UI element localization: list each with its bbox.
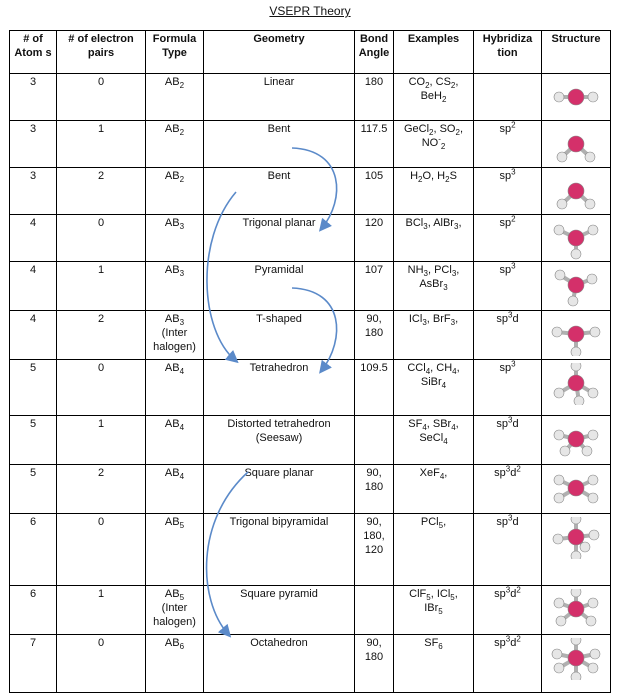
cell-atom-count: 3 xyxy=(10,121,57,168)
cell-atom-count: 3 xyxy=(10,168,57,215)
cell-atom-count: 4 xyxy=(10,215,57,262)
cell-hybridization: $sp^3d^2$ xyxy=(474,586,542,635)
cell-structure xyxy=(542,74,611,121)
cell-geometry: T-shaped xyxy=(204,311,355,360)
header-examples: Examples xyxy=(394,31,474,74)
octahedral-molecule-image xyxy=(545,638,607,680)
cell-hybridization: $sp^3d$ xyxy=(474,514,542,586)
table-row xyxy=(10,586,611,635)
cell-hybridization: $sp^3d$ xyxy=(474,416,542,465)
header-geometry: Geometry xyxy=(204,31,355,74)
bent-molecule-image xyxy=(545,124,607,166)
cell-formula-type: $AB_2$ xyxy=(146,121,204,168)
cell-formula-type: $AB_4$ xyxy=(146,360,204,416)
page-title: VSEPR Theory xyxy=(269,4,351,18)
cell-atom-count: 5 xyxy=(10,465,57,514)
table-row xyxy=(10,514,611,586)
cell-geometry: Octahedron xyxy=(204,635,355,693)
header-bond-angle: Bond Angle xyxy=(355,31,394,74)
cell-bond-angle xyxy=(355,586,394,635)
cell-examples: ClF$_5$, ICl$_5$, IBr$_5$ xyxy=(394,586,474,635)
cell-atom-count: 5 xyxy=(10,360,57,416)
cell-examples: $SF_6$ xyxy=(394,635,474,693)
table-row xyxy=(10,311,611,360)
trigonal-planar-molecule-image xyxy=(545,218,607,260)
header-row xyxy=(10,31,611,74)
cell-geometry: Linear xyxy=(204,74,355,121)
cell-hybridization: $sp^3d^2$ xyxy=(474,465,542,514)
cell-examples: PCl$_5$, xyxy=(394,514,474,586)
cell-structure xyxy=(542,311,611,360)
table-row xyxy=(10,121,611,168)
cell-examples: XeF$_4$, xyxy=(394,465,474,514)
cell-geometry: Distorted tetrahedron (Seesaw) xyxy=(204,416,355,465)
vsepr-table xyxy=(9,30,611,693)
seesaw-molecule-image xyxy=(545,419,607,461)
header-atoms: # of Atom s xyxy=(10,31,57,74)
cell-atom-count: 3 xyxy=(10,74,57,121)
table-row xyxy=(10,74,611,121)
cell-formula-type: $AB_6$ xyxy=(146,635,204,693)
cell-electron-pairs: 0 xyxy=(57,215,146,262)
cell-hybridization: $sp^2$ xyxy=(474,121,542,168)
cell-hybridization: $sp^3$ xyxy=(474,262,542,311)
cell-electron-pairs: 2 xyxy=(57,465,146,514)
cell-formula-type: $AB_2$ xyxy=(146,74,204,121)
cell-bond-angle: 120 xyxy=(355,215,394,262)
cell-atom-count: 4 xyxy=(10,311,57,360)
cell-bond-angle: 90, 180 xyxy=(355,635,394,693)
cell-electron-pairs: 0 xyxy=(57,360,146,416)
cell-structure xyxy=(542,635,611,693)
header-hybridization: Hybridiza tion xyxy=(474,31,542,74)
cell-electron-pairs: 0 xyxy=(57,74,146,121)
cell-structure xyxy=(542,514,611,586)
cell-atom-count: 6 xyxy=(10,586,57,635)
cell-structure xyxy=(542,215,611,262)
cell-atom-count: 6 xyxy=(10,514,57,586)
table-row xyxy=(10,635,611,693)
linear-molecule-image xyxy=(545,77,607,119)
cell-geometry: Trigonal planar xyxy=(204,215,355,262)
cell-atom-count: 5 xyxy=(10,416,57,465)
cell-hybridization: $sp^3$ xyxy=(474,360,542,416)
cell-hybridization xyxy=(474,74,542,121)
cell-bond-angle: 180 xyxy=(355,74,394,121)
pyramidal-molecule-image xyxy=(545,265,607,307)
header-electron-pairs: # of electron pairs xyxy=(57,31,146,74)
header-formula-type: Formula Type xyxy=(146,31,204,74)
cell-structure xyxy=(542,168,611,215)
cell-hybridization: $sp^3$ xyxy=(474,168,542,215)
cell-structure xyxy=(542,465,611,514)
cell-bond-angle: 117.5 xyxy=(355,121,394,168)
cell-electron-pairs: 1 xyxy=(57,586,146,635)
cell-examples: GeCl$_2$, $SO_2$, $NO^-_2$ xyxy=(394,121,474,168)
cell-formula-type: $AB_3$ xyxy=(146,215,204,262)
table-row xyxy=(10,416,611,465)
cell-bond-angle: 105 xyxy=(355,168,394,215)
cell-examples: $H_2O$, $H_2S$ xyxy=(394,168,474,215)
table-row xyxy=(10,360,611,416)
trigonal-bipyramidal-molecule-image xyxy=(545,517,607,559)
cell-electron-pairs: 0 xyxy=(57,514,146,586)
cell-bond-angle: 90, 180 xyxy=(355,311,394,360)
cell-structure xyxy=(542,360,611,416)
cell-bond-angle: 90, 180 xyxy=(355,465,394,514)
cell-geometry: Trigonal bipyramidal xyxy=(204,514,355,586)
cell-structure xyxy=(542,121,611,168)
cell-formula-type: $AB_2$ xyxy=(146,168,204,215)
square-pyramid-molecule-image xyxy=(545,589,607,631)
cell-electron-pairs: 1 xyxy=(57,262,146,311)
cell-bond-angle: 109.5 xyxy=(355,360,394,416)
cell-examples: $SF_4$, SBr$_4$, SeCl$_4$ xyxy=(394,416,474,465)
cell-electron-pairs: 0 xyxy=(57,635,146,693)
cell-examples: CCl$_4$, $CH_4$, SiBr$_4$ xyxy=(394,360,474,416)
cell-atom-count: 7 xyxy=(10,635,57,693)
tetrahedral-molecule-image xyxy=(545,363,607,405)
cell-bond-angle: 90, 180, 120 xyxy=(355,514,394,586)
cell-formula-type: $AB_4$ xyxy=(146,465,204,514)
cell-geometry: Bent xyxy=(204,168,355,215)
cell-formula-type: $AB_5$ (Inter halogen) xyxy=(146,586,204,635)
cell-bond-angle: 107 xyxy=(355,262,394,311)
cell-examples: $CO_2$, $CS_2$, BeH$_2$ xyxy=(394,74,474,121)
table-row xyxy=(10,465,611,514)
cell-electron-pairs: 1 xyxy=(57,121,146,168)
cell-electron-pairs: 2 xyxy=(57,311,146,360)
cell-hybridization: $sp^2$ xyxy=(474,215,542,262)
table-row xyxy=(10,262,611,311)
cell-electron-pairs: 1 xyxy=(57,416,146,465)
cell-geometry: Bent xyxy=(204,121,355,168)
cell-electron-pairs: 2 xyxy=(57,168,146,215)
header-structure: Structure xyxy=(542,31,611,74)
bent-molecule-image xyxy=(545,171,607,213)
cell-examples: BCl$_3$, AlBr$_3$, xyxy=(394,215,474,262)
cell-geometry: Square planar xyxy=(204,465,355,514)
cell-bond-angle xyxy=(355,416,394,465)
table-body xyxy=(10,74,611,693)
square-planar-molecule-image xyxy=(545,468,607,510)
cell-examples: ICl$_3$, BrF$_3$, xyxy=(394,311,474,360)
cell-examples: $NH_3$, PCl$_3$, AsBr$_3$ xyxy=(394,262,474,311)
cell-hybridization: $sp^3d$ xyxy=(474,311,542,360)
cell-formula-type: $AB_3$ xyxy=(146,262,204,311)
cell-formula-type: $AB_3$ (Inter halogen) xyxy=(146,311,204,360)
cell-geometry: Square pyramid xyxy=(204,586,355,635)
t-shaped-molecule-image xyxy=(545,314,607,356)
cell-structure xyxy=(542,416,611,465)
cell-structure xyxy=(542,586,611,635)
cell-geometry: Pyramidal xyxy=(204,262,355,311)
cell-geometry: Tetrahedron xyxy=(204,360,355,416)
table-row xyxy=(10,215,611,262)
cell-hybridization: $sp^3d^2$ xyxy=(474,635,542,693)
cell-structure xyxy=(542,262,611,311)
cell-formula-type: $AB_4$ xyxy=(146,416,204,465)
cell-formula-type: $AB_5$ xyxy=(146,514,204,586)
table-row xyxy=(10,168,611,215)
cell-atom-count: 4 xyxy=(10,262,57,311)
